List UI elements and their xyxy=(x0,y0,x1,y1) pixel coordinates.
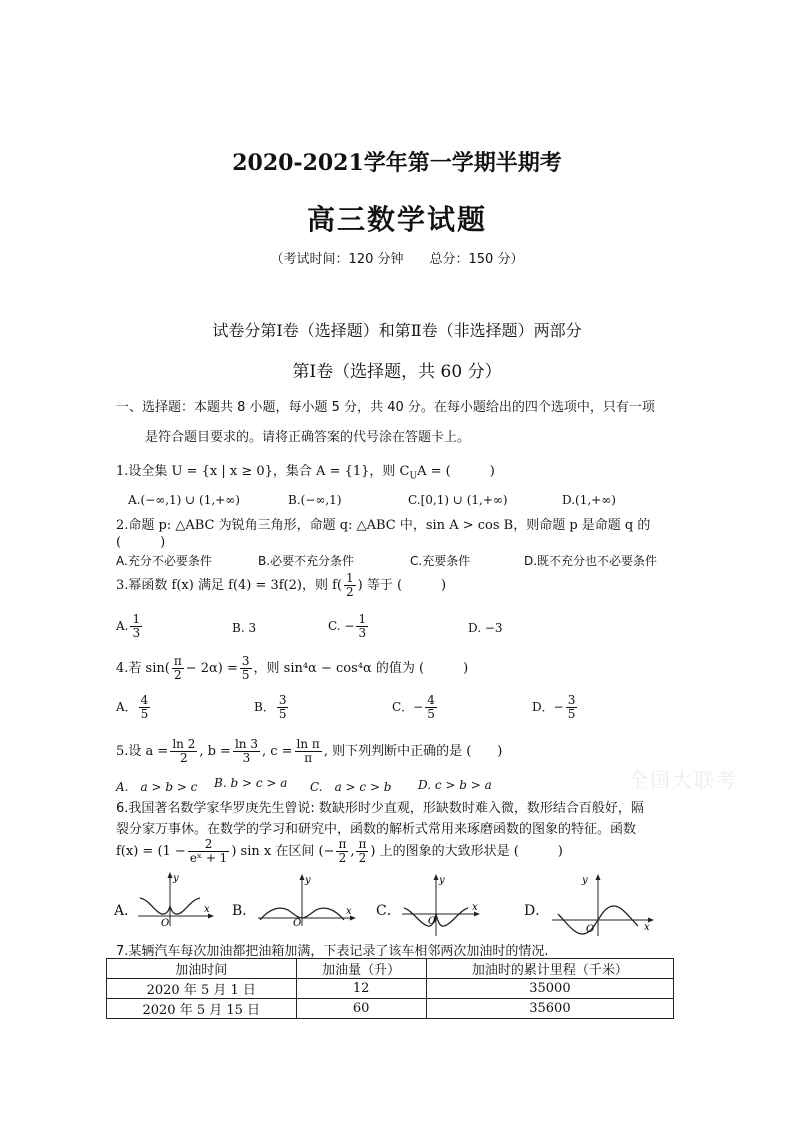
q6-f-b: ) sin x 在区间 (− xyxy=(231,844,335,859)
table-header-cell: 加油时的累计里程（千米） xyxy=(426,959,673,979)
q5-c-num: ln π xyxy=(296,737,320,751)
q4-pi-den: 2 xyxy=(173,668,182,682)
q1-stem-end: A = ( ) xyxy=(417,464,495,479)
table-cell: 35600 xyxy=(426,999,673,1019)
q5-b-frac xyxy=(233,738,260,765)
q6-f-num: 2 xyxy=(188,838,230,852)
q2-option-a: A.充分不必要条件 xyxy=(116,554,212,568)
q4-stem-b: − 2α) = xyxy=(185,661,238,676)
q5-option-c: C. a > c > b xyxy=(310,780,392,794)
table-row xyxy=(107,999,674,1019)
q4-rhs-frac xyxy=(240,655,252,682)
q6-option-d-label: D． xyxy=(524,903,550,919)
q4-stem-c: ，则 sin⁴α − cos⁴α 的值为 ( ) xyxy=(253,661,469,676)
q3-fraction xyxy=(344,572,356,599)
q4-b-frac xyxy=(277,694,289,721)
q6-graph-c-xlabel: x xyxy=(472,902,478,913)
q6-int-frac1 xyxy=(336,838,348,865)
q5-stem-d: , 则下列判断中正确的是 ( ) xyxy=(323,744,503,759)
q6-option-b-label: B． xyxy=(232,903,257,919)
q6-f-den: eˣ + 1 xyxy=(189,851,228,865)
q4-option-b xyxy=(254,694,290,721)
q5-a-den: 2 xyxy=(180,751,188,765)
q3-option-c xyxy=(328,613,370,640)
q4-b-num: 3 xyxy=(278,693,287,707)
q2-option-c: C.充要条件 xyxy=(410,554,471,568)
table-cell: 2020 年 5 月 15 日 xyxy=(107,999,297,1019)
q4-a-frac xyxy=(139,694,151,721)
q4-d-den: 5 xyxy=(567,707,576,721)
exam-title-line2: 高三数学试题 xyxy=(306,203,487,236)
table-header-cell: 加油量（升） xyxy=(296,959,426,979)
q5-stem-a: 5.设 a = xyxy=(116,744,169,759)
q4-c-num: 4 xyxy=(427,693,435,707)
question-6-line1: 6.我国著名数学家华罗庚先生曾说: 数缺形时少直观，形缺数时难入微，数形结合百般好，隔 xyxy=(116,801,644,816)
q3-option-b: B. 3 xyxy=(232,621,257,635)
q6-graph-a xyxy=(138,872,214,926)
q4-d-num: 3 xyxy=(567,693,576,707)
q4-option-c xyxy=(392,694,439,721)
exam-time: （考试时间：120 分钟 xyxy=(270,252,404,267)
q1-option-b: B.(−∞,1) xyxy=(288,493,342,507)
q1-stem-text: 1.设全集 U = {x | x ≥ 0}，集合 A = {1}，则 C xyxy=(116,464,410,479)
q5-stem-b: , b = xyxy=(199,744,231,759)
q3-c-num: 1 xyxy=(358,612,367,626)
question-5-stem xyxy=(116,738,502,765)
q6-graph-c-ylabel: y xyxy=(439,875,445,886)
question-3-stem xyxy=(116,572,446,599)
q6-graph-a-origin: O xyxy=(161,918,170,926)
q6-int-frac2 xyxy=(356,838,368,865)
q6-int-num2: π xyxy=(358,837,367,851)
q3-frac-den: 2 xyxy=(345,585,354,599)
table-cell: 2020 年 5 月 1 日 xyxy=(107,979,297,999)
paper-intro: 试卷分第Ⅰ卷（选择题）和第Ⅱ卷（非选择题）两部分 xyxy=(212,321,582,340)
q4-a-label: A． xyxy=(116,700,137,714)
table-row xyxy=(107,979,674,999)
q6-option-c-label: C． xyxy=(376,903,401,919)
exam-info xyxy=(0,248,794,267)
q6-f-d: ) 上的图象的大致形状是 ( ) xyxy=(370,844,563,859)
q6-graph-d-ylabel: y xyxy=(582,875,588,886)
q3-c-frac xyxy=(356,613,368,640)
q5-a-num: ln 2 xyxy=(172,737,196,751)
q6-option-a-label: A． xyxy=(114,903,139,919)
q4-c-frac xyxy=(425,694,437,721)
q6-int-num1: π xyxy=(338,837,347,851)
q4-pi-frac xyxy=(172,655,184,682)
q6-int-den2: 2 xyxy=(358,851,367,865)
q2-option-d: D.既不充分也不必要条件 xyxy=(524,554,658,568)
q3-c-den: 3 xyxy=(358,626,367,640)
q3-a-num: 1 xyxy=(132,612,141,626)
q5-option-b: B. b > c > a xyxy=(214,776,288,790)
q5-b-den: 3 xyxy=(242,751,251,765)
instructions-line1: 一、选择题：本题共 8 小题，每小题 5 分，共 40 分。在每小题给出的四个选项中，只有一项 xyxy=(116,400,655,415)
q6-graph-b-ylabel: y xyxy=(305,875,311,886)
q6-graph-c-origin: O xyxy=(428,916,437,927)
q6-graph-a-xlabel: x xyxy=(204,904,210,915)
q6-f-a: f(x) = (1 − xyxy=(116,844,186,859)
q3-c-label: C. − xyxy=(328,619,355,633)
total-score: 总分：150 分） xyxy=(429,252,524,267)
q6-graph-b-xlabel: x xyxy=(346,906,352,917)
question-2-stem: 2.命题 p: △ABC 为锐角三角形，命题 q: △ABC 中，sin A > cos B，则命题 p 是命题 q 的 xyxy=(116,518,651,533)
q4-d-frac xyxy=(566,694,578,721)
q3-stem-a: 3.幂函数 f(x) 满足 f(4) = 3f(2)，则 f( xyxy=(116,578,342,593)
q5-c-frac xyxy=(295,738,322,765)
question-4-stem xyxy=(116,655,468,682)
exam-title-line1: 2020-2021学年第一学期半期考 xyxy=(232,150,562,176)
q6-f-frac xyxy=(188,838,230,865)
table-header-cell: 加油时间 xyxy=(107,959,297,979)
q4-option-a xyxy=(116,694,152,721)
q3-option-a xyxy=(116,613,144,640)
question-1-stem xyxy=(116,460,495,482)
question-6-line2: 裂分家万事休。在数学的学习和研究中，函数的解析式常用来琢磨函数的图象的特征。函数 xyxy=(116,822,637,837)
q4-b-den: 5 xyxy=(278,707,287,721)
q6-f-c: , xyxy=(350,844,355,859)
q5-stem-c: , c = xyxy=(261,744,293,759)
q4-rhs-num: 3 xyxy=(241,654,250,668)
q4-option-d xyxy=(532,694,579,721)
question-6-formula xyxy=(116,838,563,865)
q4-b-label: B． xyxy=(254,700,275,714)
q4-stem-a: 4.若 sin( xyxy=(116,661,170,676)
q3-a-frac xyxy=(130,613,142,640)
q4-d-label: D．− xyxy=(532,700,564,714)
q5-option-a: A. a > b > c xyxy=(116,780,198,794)
q6-graph-b-origin: O xyxy=(293,918,302,926)
q1-option-c: C.[0,1) ∪ (1,+∞) xyxy=(408,493,508,507)
q3-a-label: A. xyxy=(116,619,129,633)
fuel-record-table xyxy=(106,958,674,1019)
q4-c-label: C．− xyxy=(392,700,424,714)
q3-a-den: 3 xyxy=(132,626,141,640)
q3-stem-b: ) 等于 ( ) xyxy=(357,578,447,593)
q4-c-den: 5 xyxy=(427,707,435,721)
table-header-row xyxy=(107,959,674,979)
q1-option-d: D.(1,+∞) xyxy=(562,493,616,507)
q4-rhs-den: 5 xyxy=(241,668,250,682)
q1-stem-sub: U xyxy=(409,471,418,482)
q6-graph-d xyxy=(552,874,660,936)
q4-pi-num: π xyxy=(173,654,182,668)
table-cell: 35000 xyxy=(426,979,673,999)
q6-int-den1: 2 xyxy=(338,851,347,865)
q5-a-frac xyxy=(170,738,197,765)
q6-graph-d-xlabel: x xyxy=(644,922,650,933)
table-cell: 60 xyxy=(296,999,426,1019)
watermark: 全国大联考 xyxy=(628,768,738,792)
q6-graph-d-origin: O xyxy=(586,924,595,935)
q6-graph-c xyxy=(402,874,482,936)
q3-frac-num: 1 xyxy=(345,571,354,585)
part1-title: 第Ⅰ卷（选择题，共 60 分） xyxy=(292,362,502,382)
q5-c-den: π xyxy=(304,751,313,765)
q2-option-b: B.必要不充分条件 xyxy=(258,554,355,568)
table-cell: 12 xyxy=(296,979,426,999)
q6-graph-a-ylabel: y xyxy=(173,873,179,884)
q6-graph-b xyxy=(258,874,358,926)
q5-option-d: D. c > b > a xyxy=(418,778,492,792)
question-7-stem: 7.某辆汽车每次加油都把油箱加满，下表记录了该车相邻两次加油时的情况. xyxy=(116,944,549,959)
q4-a-den: 5 xyxy=(140,707,149,721)
q1-option-a: A.(−∞,1) ∪ (1,+∞) xyxy=(128,493,240,507)
question-2-stem-cont: ( ) xyxy=(116,535,166,550)
q5-b-num: ln 3 xyxy=(234,737,258,751)
instructions-line2: 是符合题目要求的。请将正确答案的代号涂在答题卡上。 xyxy=(145,430,471,445)
q3-option-d: D. −3 xyxy=(468,621,503,635)
q4-a-num: 4 xyxy=(140,693,149,707)
